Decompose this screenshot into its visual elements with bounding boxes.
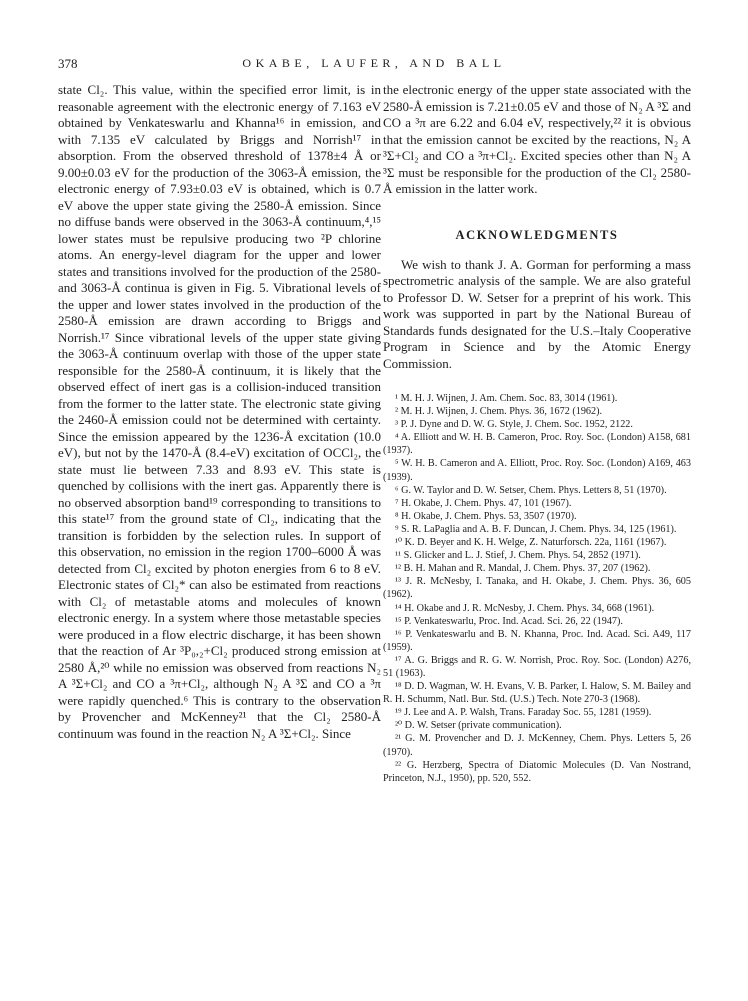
reference-item: ¹⁵ P. Venkateswarlu, Proc. Ind. Acad. Sci. 26, 22 (1947). <box>395 615 623 627</box>
reference-item: ⁵ W. H. B. Cameron and A. Elliott, Proc. Roy. Soc. (London) A169, 463 (1939). <box>383 458 691 483</box>
reference-item: ¹⁸ D. D. Wagman, W. H. Evans, V. B. Parker, I. Halow, S. M. Bailey and R. H. Schumm, Natl. Bur. Std. (U.S.) Tech. Note 270-3 (1968). <box>383 681 691 706</box>
page-header <box>58 56 690 76</box>
reference-item: ¹⁰ K. D. Beyer and K. H. Welge, Z. Naturforsch. 22a, 1161 (1967). <box>395 537 667 549</box>
reference-item: ¹⁶ P. Venkateswarlu and B. N. Khanna, Proc. Ind. Acad. Sci. A49, 117 (1959). <box>383 628 691 653</box>
reference-item: ⁸ H. Okabe, J. Chem. Phys. 53, 3507 (1970). <box>395 510 577 522</box>
body-paragraph-continued: the electronic energy of the upper state associated with the 2580-Å emission is 7.21±0.05 eV and those of N₂ A ³Σ and CO a ³π are 6.22 and 6.04 eV, respectively,²² it is obvious that the emission cannot be excited by the reactions, N₂ A ³Σ+Cl₂ and CO a ³π+Cl₂. Excited species other than N₂ A ³Σ must be responsible for the production of the Cl₂ 2580-Å emission in the latter work. <box>383 82 691 196</box>
reference-item: ²⁰ D. W. Setser (private communication). <box>395 720 562 732</box>
reference-list <box>383 392 691 785</box>
left-column <box>58 82 381 742</box>
acknowledgments-heading: ACKNOWLEDGMENTS <box>455 227 619 242</box>
running-head: OKABE, LAUFER, AND BALL <box>242 56 506 70</box>
acknowledgments-text: We wish to thank J. A. Gorman for performing a mass spectrometric analysis of the sample. We are also grateful to Professor D. W. Setser for a preprint of his work. This work was supported in part by the National Bureau of Standards funds designated for the U.S.–Italy Cooperative Program in Science and by the Atomic Energy Commission. <box>383 256 691 371</box>
reference-item: ¹ M. H. J. Wijnen, J. Am. Chem. Soc. 83, 3014 (1961). <box>395 393 618 404</box>
reference-item: ¹¹ S. Glicker and L. J. Stief, J. Chem. Phys. 54, 2852 (1971). <box>395 550 641 562</box>
reference-item: ²¹ G. M. Provencher and D. J. McKenney, Chem. Phys. Letters 5, 26 (1970). <box>383 733 691 758</box>
reference-item: ⁶ G. W. Taylor and D. W. Setser, Chem. Phys. Letters 8, 51 (1970). <box>395 484 667 496</box>
page-number: 378 <box>58 56 78 71</box>
reference-item: ³ P. J. Dyne and D. W. G. Style, J. Chem. Soc. 1952, 2122. <box>395 419 633 431</box>
reference-item: ¹² B. H. Mahan and R. Mandal, J. Chem. Phys. 37, 207 (1962). <box>395 563 651 575</box>
reference-item: ⁹ S. R. LaPaglia and A. B. F. Duncan, J. Chem. Phys. 34, 125 (1961). <box>395 523 677 535</box>
reference-item: ¹⁹ J. Lee and A. P. Walsh, Trans. Faraday Soc. 55, 1281 (1959). <box>395 707 652 719</box>
reference-item: ¹⁷ A. G. Briggs and R. G. W. Norrish, Proc. Roy. Soc. (London) A276, 51 (1963). <box>383 654 691 679</box>
reference-item: ⁴ A. Elliott and W. H. B. Cameron, Proc. Roy. Soc. (London) A158, 681 (1937). <box>383 432 691 457</box>
reference-item: ¹⁴ H. Okabe and J. R. McNesby, J. Chem. Phys. 34, 668 (1961). <box>395 602 655 614</box>
right-column <box>383 82 691 785</box>
reference-item: ² M. H. J. Wijnen, J. Chem. Phys. 36, 1672 (1962). <box>395 406 603 418</box>
reference-item: ²² G. Herzberg, Spectra of Diatomic Molecules (D. Van Nostrand, Princeton, N.J., 1950), pp. 520, 552. <box>383 759 691 784</box>
reference-item: ⁷ H. Okabe, J. Chem. Phys. 47, 101 (1967). <box>395 497 572 509</box>
body-paragraph: state Cl₂. This value, within the specified error limit, is in reasonable agreement with the electronic energy of 7.163 eV obtained by Venkateswarlu and Khanna¹⁶ in emission, and with 7.135 eV calculated by Briggs and Norrish¹⁷ in absorption. From the observed threshold of 1378±4 Å or 9.00±0.03 eV for the production of the 3063-Å emission, the electronic energy of 7.93±0.03 eV is obtained, which is 0.7 eV above the upper state giving the 2580-Å emission. Since no diffuse bands were observed in the 3063-Å continuum,⁴,¹⁵ lower states must be repulsive producing two ²P chlorine atoms. An energy-level diagram for the upper and lower states and transitions involved for the production of the 2580- and 3063-Å continua is given in Fig. 5. Vibrational levels of the upper and lower states involved in the production of the 2580-Å emission are drawn according to Briggs and Norrish.¹⁷ Since vibrational levels of the upper state giving the 3063-Å continuum overlap with those of the upper state responsible for the 2580-Å continuum, it is likely that the observed effect of inert gas is a collision-induced transition from the former to the latter state. The electronic state giving the 2460-Å emission could not be determined with certainty. Since the emission appeared by the 1236-Å excitation (10.0 eV), but not by the 1470-Å (8.4-eV) excitation of OCCl₂, the state must lie between 7.33 and 8.93 eV. This state is quenched by collisions with the inert gas. Apparently there is no observed absorption band¹⁹ corresponding to transitions to this state¹⁷ from the ground state of Cl₂, indicating that the transition is forbidden by the selection rules. In support of this observation, no emission in the region 1700–6000 Å was detected from Cl₂ excited by photon energies from 6 to 8 eV. Electronic states of Cl₂* can also be estimated from reactions with Cl₂ of metastable atoms and molecules of known electronic energy. In a system where those metastable species were produced in a flow electric discharge, it has been shown that the reaction of Ar ³P₀,₂+Cl₂ produced strong emission at 2580 Å,²⁰ while no emission was observed from reactions N₂ A ³Σ+Cl₂ and CO a ³π+Cl₂, although N₂ A ³Σ and CO a ³π were rapidly quenched.⁶ This is contrary to the observation by Provencher and McKenney²¹ that the Cl₂ 2580-Å continuum was found in the reaction N₂ A ³Σ+Cl₂. Since <box>58 82 381 741</box>
reference-item: ¹³ J. R. McNesby, I. Tanaka, and H. Okabe, J. Chem. Phys. 36, 605 (1962). <box>383 576 691 601</box>
